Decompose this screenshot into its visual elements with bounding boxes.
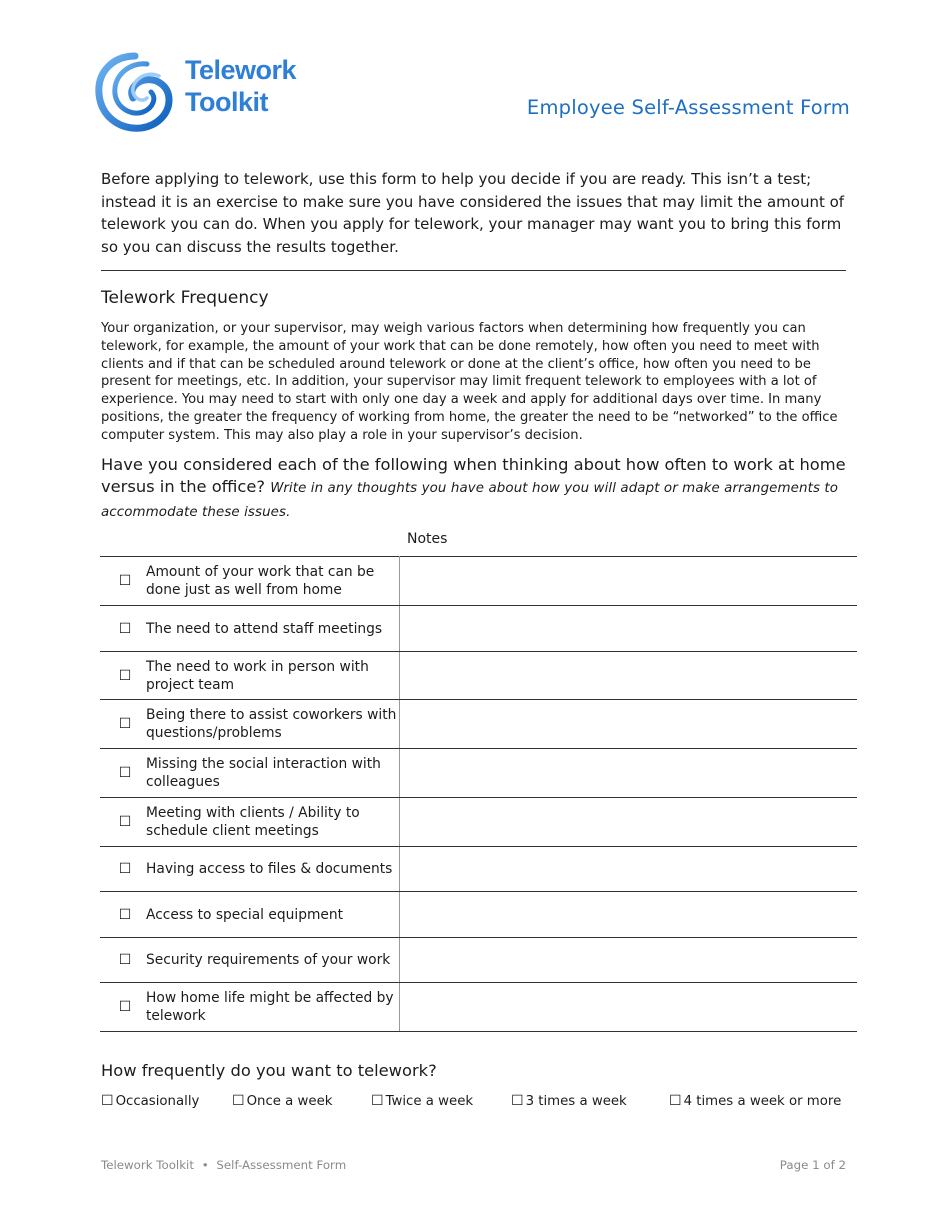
footer-brand: Telework Toolkit xyxy=(101,1158,194,1172)
table-row xyxy=(100,983,857,1032)
factor-label xyxy=(146,804,360,840)
checkbox-icon[interactable]: ☐ xyxy=(101,1093,114,1109)
frequency-option-label: 3 times a week xyxy=(525,1094,627,1109)
considerations-table xyxy=(100,556,857,1032)
factor-cell xyxy=(100,749,400,798)
question-hint: Write in any thoughts you have about how you will adapt or make arrangements to accommodate these issues. xyxy=(101,481,839,520)
frequency-option-label: Occasionally xyxy=(115,1094,200,1109)
factor-label xyxy=(146,706,396,742)
frequency-question: How frequently do you want to telework? xyxy=(101,1061,437,1080)
footer-separator: • xyxy=(201,1158,209,1172)
logo-line1: Telework xyxy=(185,55,297,85)
logo-line2: Toolkit xyxy=(185,87,268,117)
checkbox-icon[interactable]: ☐ xyxy=(232,1093,245,1109)
factor-label-line2: colleagues xyxy=(146,774,220,790)
checkbox-icon[interactable]: ☐ xyxy=(118,814,132,830)
checkbox-icon[interactable]: ☐ xyxy=(118,765,132,781)
factor-cell xyxy=(100,606,400,652)
factor-label xyxy=(146,860,392,878)
notes-cell[interactable] xyxy=(400,557,858,606)
divider xyxy=(101,270,846,271)
telework-toolkit-logo xyxy=(95,50,315,134)
table-row xyxy=(100,557,857,606)
notes-cell[interactable] xyxy=(400,938,858,983)
notes-cell[interactable] xyxy=(400,847,858,892)
factor-label xyxy=(146,755,381,791)
frequency-option[interactable] xyxy=(232,1093,333,1109)
table-row xyxy=(100,938,857,983)
factor-label-line1: Access to special equipment xyxy=(146,906,344,923)
factor-label-line1: The need to work in person with xyxy=(146,658,369,675)
factor-label-line1: How home life might be affected by xyxy=(146,990,394,1006)
factor-label-line2: questions/problems xyxy=(146,725,282,741)
factor-cell xyxy=(100,557,400,606)
checkbox-icon[interactable]: ☐ xyxy=(118,999,132,1015)
checkbox-icon[interactable]: ☐ xyxy=(118,620,132,637)
factor-label xyxy=(146,989,394,1025)
frequency-option-label: Once a week xyxy=(246,1094,333,1109)
form-title: Employee Self-Assessment Form xyxy=(526,96,850,119)
table-row xyxy=(100,606,857,652)
factor-label-line2: telework xyxy=(146,1008,206,1024)
factor-cell xyxy=(100,938,400,983)
checkbox-icon[interactable]: ☐ xyxy=(118,716,132,732)
table-row xyxy=(100,892,857,938)
frequency-option[interactable] xyxy=(371,1093,473,1109)
notes-column-header: Notes xyxy=(407,531,448,547)
considerations-question xyxy=(101,454,857,524)
frequency-option[interactable] xyxy=(101,1093,199,1109)
factor-label-line1: Amount of your work that can be xyxy=(146,564,375,580)
footer-doc-name: Self-Assessment Form xyxy=(216,1158,347,1172)
factor-cell xyxy=(100,700,400,749)
swirl-logo-icon xyxy=(95,50,175,134)
factor-label-line1: Having access to files & documents xyxy=(146,861,393,877)
factor-cell xyxy=(100,798,400,847)
frequency-option-label: Twice a week xyxy=(385,1094,474,1109)
page-number: Page 1 of 2 xyxy=(779,1158,846,1172)
factor-cell xyxy=(100,983,400,1032)
factor-cell xyxy=(100,847,400,892)
table-row xyxy=(100,798,857,847)
checkbox-icon[interactable]: ☐ xyxy=(118,861,132,877)
table-row xyxy=(100,700,857,749)
frequency-option-label: 4 times a week or more xyxy=(683,1094,842,1109)
table-row xyxy=(100,652,857,700)
notes-cell[interactable] xyxy=(400,749,858,798)
footer-left xyxy=(101,1158,346,1172)
checkbox-icon[interactable]: ☐ xyxy=(118,906,132,923)
notes-cell[interactable] xyxy=(400,892,858,938)
section-title: Telework Frequency xyxy=(101,288,269,308)
notes-cell[interactable] xyxy=(400,652,858,700)
checkbox-icon[interactable]: ☐ xyxy=(118,573,132,589)
notes-cell[interactable] xyxy=(400,700,858,749)
frequency-paragraph: Your organization, or your supervisor, may weigh various factors when determining how frequently you can telework, for example, the amount of your work that can be done remotely, how often you need to meet with clients and if that can be scheduled around telework or done at the client’s office, how often you need to be present for meetings, etc. In addition, your supervisor may limit frequent telework to employees with a lot of experience. You may need to start with only one day a week and apply for additional days over time. In many positions, the greater the frequency of working from home, the greater the need to be “networked” to the office computer system. This may also play a role in your supervisor’s decision. xyxy=(101,321,838,443)
logo-wordmark xyxy=(185,54,296,118)
checkbox-icon[interactable]: ☐ xyxy=(118,667,132,684)
factor-label xyxy=(146,620,382,638)
factor-label-line1: Security requirements of your work xyxy=(146,952,391,968)
checkbox-icon[interactable]: ☐ xyxy=(669,1093,682,1109)
factor-label-line1: The need to attend staff meetings xyxy=(146,620,383,637)
factor-label-line1: Meeting with clients / Ability to xyxy=(146,805,360,821)
notes-cell[interactable] xyxy=(400,798,858,847)
factor-label xyxy=(146,658,369,694)
checkbox-icon[interactable]: ☐ xyxy=(118,952,132,968)
checkbox-icon[interactable]: ☐ xyxy=(511,1093,524,1109)
question-text: Have you considered each of the following when thinking about how often to work at home versus in the office? xyxy=(101,455,846,496)
notes-cell[interactable] xyxy=(400,983,858,1032)
factor-label-line2: done just as well from home xyxy=(146,582,342,598)
frequency-option[interactable] xyxy=(511,1093,627,1109)
factor-cell xyxy=(100,892,400,938)
factor-label xyxy=(146,563,374,599)
table-row xyxy=(100,749,857,798)
factor-label-line2: project team xyxy=(146,676,235,693)
factor-cell xyxy=(100,652,400,700)
frequency-option[interactable] xyxy=(669,1093,841,1109)
intro-paragraph: Before applying to telework, use this form to help you decide if you are ready. This isn’t a test; instead it is an exercise to make sure you have considered the issues that may limit the amount of telework you can do. When you apply for telework, your manager may want you to bring this form so you can discuss the results together. xyxy=(101,170,845,256)
factor-label-line1: Missing the social interaction with xyxy=(146,756,381,772)
factor-label-line1: Being there to assist coworkers with xyxy=(146,707,397,723)
factor-label xyxy=(146,906,343,924)
notes-cell[interactable] xyxy=(400,606,858,652)
table-row xyxy=(100,847,857,892)
checkbox-icon[interactable]: ☐ xyxy=(371,1093,384,1109)
factor-label xyxy=(146,951,390,969)
factor-label-line2: schedule client meetings xyxy=(146,823,319,839)
